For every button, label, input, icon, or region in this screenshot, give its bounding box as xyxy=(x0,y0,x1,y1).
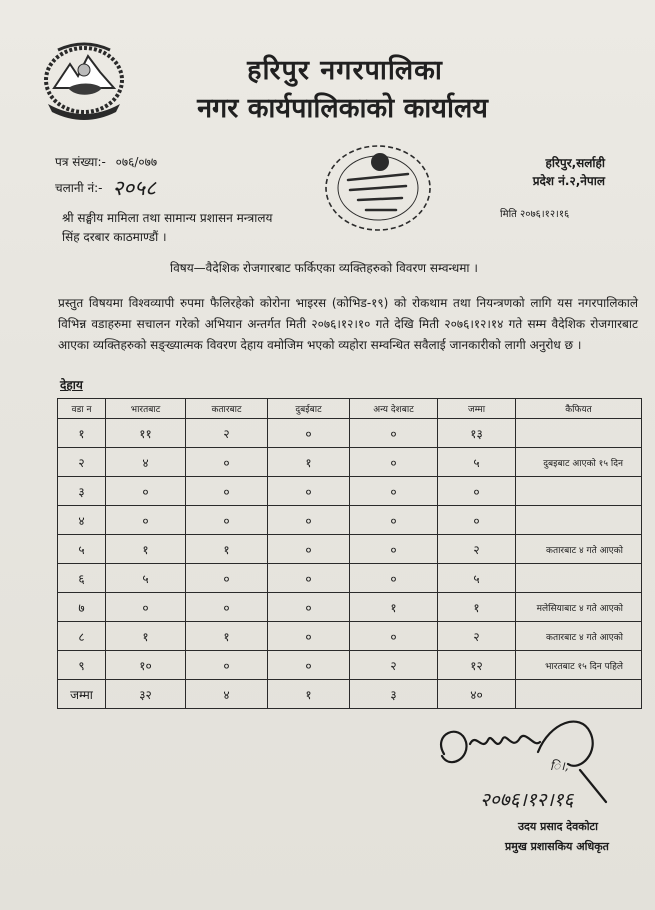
table-row xyxy=(58,651,642,680)
table-row xyxy=(58,535,642,564)
table-cell: ० xyxy=(106,477,186,506)
table-cell: ५ xyxy=(438,564,516,593)
returnees-table xyxy=(57,398,642,709)
table-cell: १ xyxy=(186,622,268,651)
table-cell: ५ xyxy=(106,564,186,593)
table-cell: ० xyxy=(350,448,438,477)
table-cell: ७ xyxy=(58,593,106,622)
column-header: वडा न xyxy=(58,399,106,419)
table-cell: ४ xyxy=(106,448,186,477)
table-cell: १ xyxy=(438,593,516,622)
dispatch-number-value: २०५८ xyxy=(112,176,156,200)
table-cell: ० xyxy=(350,477,438,506)
table-cell: ६ xyxy=(58,564,106,593)
table-cell: १ xyxy=(106,622,186,651)
table-header-row xyxy=(58,399,642,419)
table-row xyxy=(58,448,642,477)
table-cell: २ xyxy=(438,622,516,651)
table-cell: ३ xyxy=(58,477,106,506)
table-cell: १ xyxy=(58,419,106,448)
table-heading: देहाय xyxy=(60,378,83,392)
table-cell: ११ xyxy=(106,419,186,448)
table-cell: १० xyxy=(106,651,186,680)
remarks-cell xyxy=(516,419,642,448)
table-cell: ९ xyxy=(58,651,106,680)
remarks-cell: भारतबाट १५ दिन पहिले xyxy=(516,651,642,680)
table-row xyxy=(58,593,642,622)
table-cell: ० xyxy=(186,564,268,593)
column-header: दुबईबाट xyxy=(268,399,350,419)
table-cell: ० xyxy=(350,506,438,535)
table-cell: ५ xyxy=(438,448,516,477)
table-cell: ० xyxy=(186,651,268,680)
office-title: नगर कार्यपालिकाको कार्यालय xyxy=(197,93,488,124)
table-cell: १३ xyxy=(438,419,516,448)
letter-body: प्रस्तुत विषयमा विश्वव्यापी रुपमा फैलिरहेको कोरोना भाइरस (कोभिड-१९) को रोकथाम तथा नियन्त्रणको लागि यस नगरपालिकाले विभिन्न वडाहरुमा सचालन गरेको अभियान अन्तर्गत मिती २०७६।१२।१० गते देखि मिती २०७६।१२।१४ गते सम्म वैदेशिक रोजगारबाट आएका व्यक्तिहरुको सङ्ख्यात्मक विवरण देहाय वमोजिम भएको व्यहोरा सम्वन्धित सवैलाई जानकारीको लागी अनुरोध छ । xyxy=(58,296,638,352)
recipient-line-1: श्री सङ्घीय मामिला तथा सामान्य प्रशासन मन्त्रालय xyxy=(62,211,273,225)
remarks-cell: कतारबाट ४ गते आएको xyxy=(516,622,642,651)
table-cell: ० xyxy=(268,419,350,448)
table-cell: ० xyxy=(106,593,186,622)
column-header: जम्मा xyxy=(438,399,516,419)
table-cell: २ xyxy=(186,419,268,448)
table-row xyxy=(58,477,642,506)
table-row xyxy=(58,506,642,535)
table-cell: ० xyxy=(350,535,438,564)
column-header: कैफियत xyxy=(516,399,642,419)
table-cell: ० xyxy=(268,622,350,651)
table-cell: ० xyxy=(268,651,350,680)
remarks-cell xyxy=(516,477,642,506)
dispatch-number-label: चलानी नं:- xyxy=(55,181,103,195)
nepal-emblem-icon xyxy=(38,42,130,122)
table-cell: ४० xyxy=(438,680,516,709)
table-cell: ३२ xyxy=(106,680,186,709)
table-cell: ० xyxy=(268,593,350,622)
letter-date: मिति २०७६।१२।१६ xyxy=(500,209,570,220)
table-cell: १ xyxy=(268,680,350,709)
table-cell: १ xyxy=(350,593,438,622)
svg-text:ि।,: ि।, xyxy=(550,759,569,773)
table-cell: ० xyxy=(350,622,438,651)
recipient-line-2: सिंह दरबार काठमाण्डौं । xyxy=(62,230,167,244)
table-cell: ० xyxy=(268,564,350,593)
table-cell: ० xyxy=(186,593,268,622)
table-cell: २ xyxy=(58,448,106,477)
table-cell: १ xyxy=(268,448,350,477)
table-cell: जम्मा xyxy=(58,680,106,709)
table-cell: ० xyxy=(438,477,516,506)
remarks-cell: दुबइबाट आएको १५ दिन xyxy=(516,448,642,477)
table-cell: ४ xyxy=(186,680,268,709)
table-row xyxy=(58,622,642,651)
table-cell: ४ xyxy=(58,506,106,535)
letter-number-value: ०७६/०७७ xyxy=(115,155,158,169)
remarks-cell xyxy=(516,680,642,709)
table-cell: १ xyxy=(106,535,186,564)
column-header: भारतबाट xyxy=(106,399,186,419)
remarks-cell: कतारबाट ४ गते आएको xyxy=(516,535,642,564)
table-cell: १ xyxy=(186,535,268,564)
municipality-title: हरिपुर नगरपालिका xyxy=(247,55,443,86)
remarks-cell: मलेसियाबाट ४ गते आएको xyxy=(516,593,642,622)
table-cell: ८ xyxy=(58,622,106,651)
table-row xyxy=(58,419,642,448)
table-cell: ० xyxy=(438,506,516,535)
office-address-city: हरिपुर,सर्लाही xyxy=(545,156,605,170)
office-stamp-icon xyxy=(318,140,438,235)
table-cell: २ xyxy=(438,535,516,564)
table-cell: ० xyxy=(186,506,268,535)
table-cell: ० xyxy=(268,506,350,535)
table-cell: २ xyxy=(350,651,438,680)
table-cell: ० xyxy=(268,477,350,506)
table-cell: ० xyxy=(186,448,268,477)
table-cell: ० xyxy=(106,506,186,535)
table-cell: ० xyxy=(350,419,438,448)
letter-subject: विषय—वैदेशिक रोजगारबाट फर्किएका व्यक्तिहरुको विवरण सम्वन्धमा । xyxy=(170,261,478,275)
remarks-cell xyxy=(516,506,642,535)
officer-name: उदय प्रसाद देवकोटा xyxy=(518,820,598,833)
signature-date: २०७६।१२।१६ xyxy=(480,789,574,811)
table-cell: ३ xyxy=(350,680,438,709)
table-cell: ५ xyxy=(58,535,106,564)
column-header: कतारबाट xyxy=(186,399,268,419)
letter-number-label: पत्र संख्या:- xyxy=(55,155,106,169)
dispatch-number xyxy=(55,174,156,202)
letter-number xyxy=(55,153,157,170)
table-row xyxy=(58,564,642,593)
officer-title: प्रमुख प्रशासकिय अधिकृत xyxy=(505,840,609,853)
table-cell: ० xyxy=(186,477,268,506)
total-row xyxy=(58,680,642,709)
office-address-province: प्रदेश नं.२,नेपाल xyxy=(532,174,605,188)
table-cell: ० xyxy=(350,564,438,593)
remarks-cell xyxy=(516,564,642,593)
table-cell: ० xyxy=(268,535,350,564)
table-cell: १२ xyxy=(438,651,516,680)
column-header: अन्य देशबाट xyxy=(350,399,438,419)
